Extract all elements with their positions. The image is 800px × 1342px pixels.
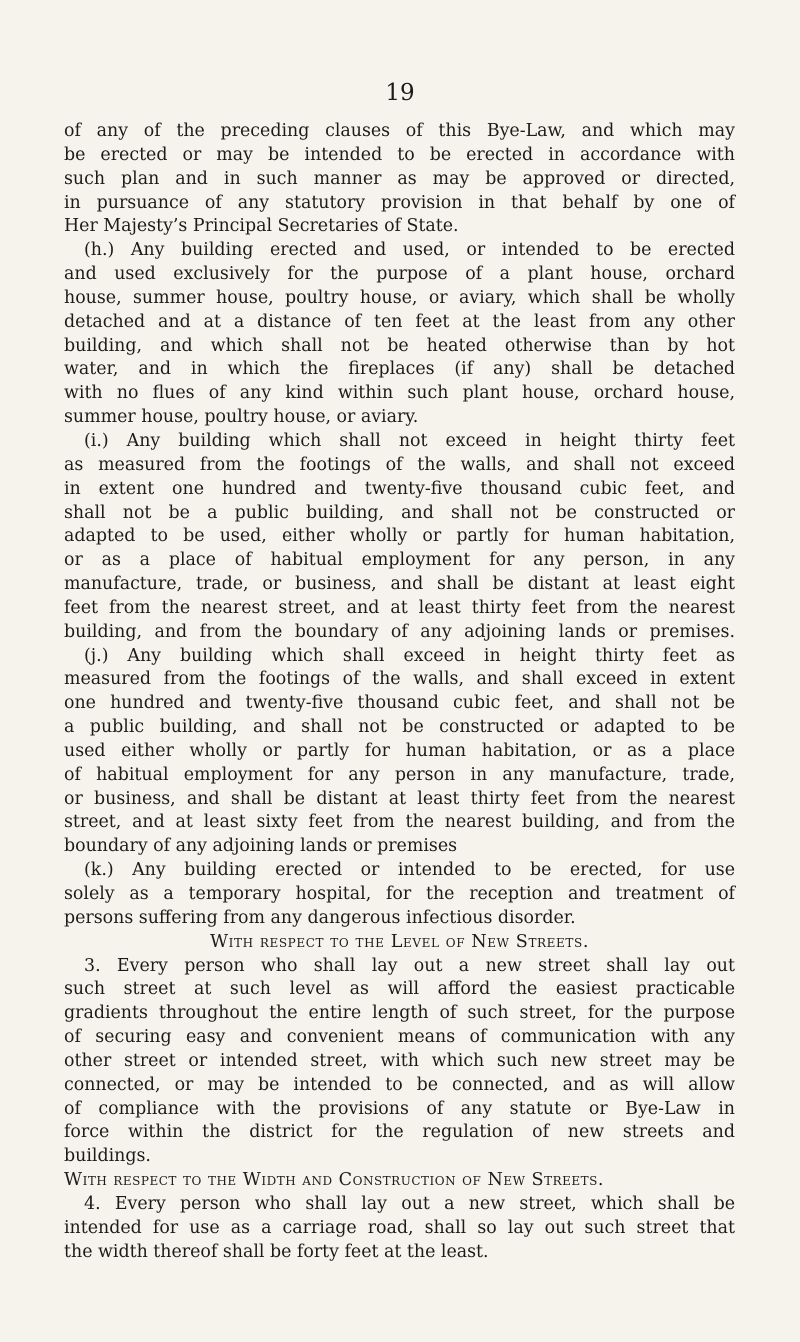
text-line: of any of the preceding clauses of this Bye-Law, and which may xyxy=(64,121,735,141)
text-line: buildings. xyxy=(64,1146,151,1167)
text-line: in pursuance of any statutory provision in that behalf by one of xyxy=(64,192,735,213)
text-line: with no flues of any kind within such plant house, orchard house, xyxy=(64,383,735,404)
text-line: (j.) Any building which shall exceed in height thirty feet as xyxy=(84,645,735,666)
text-line: force within the district for the regulation of new streets and xyxy=(64,1122,735,1143)
text-line: (i.) Any building which shall not exceed in height thirty feet xyxy=(84,430,735,451)
text-line: feet from the nearest street, and at least thirty feet from the nearest xyxy=(64,597,735,618)
text-line: persons suffering from any dangerous infectious disorder. xyxy=(64,907,576,928)
text-line: the width thereof shall be forty feet at the least. xyxy=(64,1241,489,1262)
text-line: in extent one hundred and twenty-five thousand cubic feet, and xyxy=(64,478,735,499)
page-body xyxy=(64,120,735,1265)
text-line: of securing easy and convenient means of communication with any xyxy=(64,1027,735,1048)
text-line: adapted to be used, either wholly or partly for human habitation, xyxy=(64,526,735,547)
page-number: 19 xyxy=(385,80,415,106)
text-line: such plan and in such manner as may be approved or directed, xyxy=(64,168,735,189)
text-line: 4. Every person who shall lay out a new street, which shall be xyxy=(84,1193,735,1214)
text-line: boundary of any adjoining lands or premises xyxy=(64,836,458,857)
text-line: of compliance with the provisions of any statute or Bye-Law in xyxy=(64,1098,735,1119)
text-line: manufacture, trade, or business, and shall be distant at least eight xyxy=(64,574,735,595)
text-line: Her Majesty’s Principal Secretaries of State. xyxy=(64,216,459,237)
text-line: or as a place of habitual employment for any person, in any xyxy=(64,550,735,571)
text-line: house, summer house, poultry house, or aviary, which shall be wholly xyxy=(64,287,735,308)
text-line: and used exclusively for the purpose of a plant house, orchard xyxy=(64,264,735,285)
text-line: water, and in which the fireplaces (if any) shall be detached xyxy=(64,359,735,380)
text-line: as measured from the footings of the walls, and shall not exceed xyxy=(64,454,735,475)
text-line: of habitual employment for any person in any manufacture, trade, xyxy=(64,764,735,785)
text-line: intended for use as a carriage road, shall so lay out such street that xyxy=(64,1217,735,1238)
text-line: connected, or may be intended to be connected, and as will allow xyxy=(64,1074,735,1095)
text-line: solely as a temporary hospital, for the reception and treatment of xyxy=(64,884,735,904)
text-line: street, and at least sixty feet from the nearest building, and from the xyxy=(64,812,735,833)
text-line: gradients throughout the entire length of such street, for the purpose xyxy=(64,1003,735,1024)
text-line: measured from the footings of the walls, and shall exceed in extent xyxy=(64,669,735,690)
text-line: (h.) Any building erected and used, or intended to be erected xyxy=(84,240,735,261)
text-line: 3. Every person who shall lay out a new street shall lay out xyxy=(84,955,735,976)
text-line: one hundred and twenty-five thousand cubic feet, and shall not be xyxy=(64,693,735,714)
text-line: building, and from the boundary of any adjoining lands or premises. xyxy=(64,621,735,642)
text-line: such street at such level as will afford the easiest practicable xyxy=(64,979,735,1000)
section-heading: With respect to the Width and Construction of New Streets. xyxy=(64,1170,604,1191)
text-line: summer house, poultry house, or aviary. xyxy=(64,407,419,428)
text-line: be erected or may be intended to be erected in accordance with xyxy=(64,144,735,165)
text-line: shall not be a public building, and shall not be constructed or xyxy=(64,502,735,523)
text-line: (k.) Any building erected or intended to be erected, for use xyxy=(84,860,735,881)
text-line: other street or intended street, with which such new street may be xyxy=(64,1050,735,1071)
text-line: used either wholly or partly for human habitation, or as a place xyxy=(64,740,735,761)
text-line: building, and which shall not be heated otherwise than by hot xyxy=(64,335,735,356)
section-heading: With respect to the Level of New Streets. xyxy=(209,931,590,952)
text-line: a public building, and shall not be constructed or adapted to be xyxy=(64,717,735,738)
text-line: detached and at a distance of ten feet at the least from any other xyxy=(64,311,735,332)
text-line: or business, and shall be distant at least thirty feet from the nearest xyxy=(64,788,735,809)
